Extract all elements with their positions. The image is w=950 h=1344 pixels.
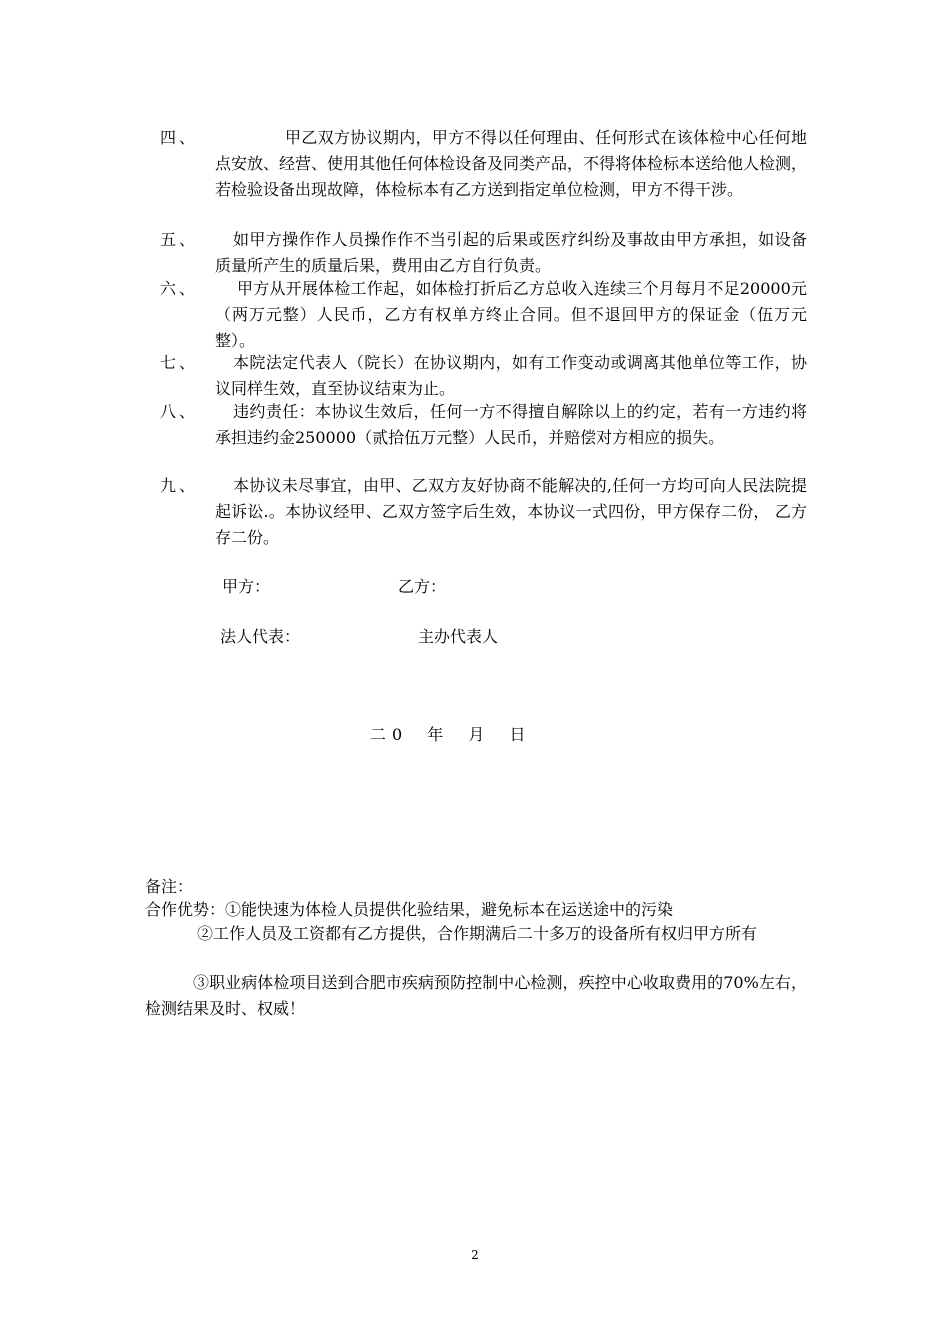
host-rep-label: 主办代表人 — [418, 627, 499, 646]
clause-text: 甲方从开展体检工作起，如体检打折后乙方总收入连续三个月每月不足20000元（两万元整）人民币，乙方有权单方终止合同。但不退回甲方的保证金（伍万元整）。 — [215, 279, 807, 350]
notes-title: 备注： — [145, 877, 194, 896]
clause-number: 九、 — [160, 476, 199, 495]
party-b-label: 乙方： — [398, 577, 447, 596]
clause-number: 八、 — [160, 402, 199, 421]
signing-date: 二0 年 月 日 — [370, 725, 532, 744]
notes-line-1: 合作优势：①能快速为体检人员提供化验结果，避免标本在运送途中的污染 — [145, 900, 674, 919]
clause-text: 本院法定代表人（院长）在协议期内，如有工作变动或调离其他单位等工作，协议同样生效，直至协议结束为止。 — [215, 353, 807, 398]
clause-text: 甲乙双方协议期内，甲方不得以任何理由、任何形式在该体检中心任何地点安放、经营、使用其他任何体检设备及同类产品，不得将体检标本送给他人检测，若检验设备出现故障，体检标本有乙方送到指定单位检测，甲方不得干涉。 — [215, 128, 808, 199]
clause-text: 本协议未尽事宜，由甲、乙双方友好协商不能解决的,任何一方均可向人民法院提起诉讼.。本协议经甲、乙双方签字后生效，本协议一式四份，甲方保存二份， 乙方存二份。 — [215, 476, 807, 547]
page-number: 2 — [471, 1248, 479, 1262]
notes-line-2: ②工作人员及工资都有乙方提供，合作期满后二十多万的设备所有权归甲方所有 — [197, 924, 758, 943]
party-a-label: 甲方： — [222, 577, 271, 596]
clause-number: 七、 — [160, 353, 199, 372]
clause-number: 五、 — [160, 230, 199, 249]
notes-line-3: ③职业病体检项目送到合肥市疾病预防控制中心检测，疾控中心收取费用的70%左右，检测结果及时、权威！ — [145, 973, 807, 1018]
clause-text: 违约责任：本协议生效后，任何一方不得擅自解除以上的约定，若有一方违约将承担违约金250000（贰拾伍万元整）人民币，并赔偿对方相应的损失。 — [215, 402, 807, 447]
clause-number: 六、 — [160, 279, 199, 298]
clause-text: 如甲方操作作人员操作作不当引起的后果或医疗纠纷及事故由甲方承担，如设备质量所产生的质量后果，费用由乙方自行负责。 — [215, 230, 807, 275]
legal-rep-label: 法人代表： — [220, 627, 301, 646]
clause-number: 四、 — [160, 128, 199, 147]
